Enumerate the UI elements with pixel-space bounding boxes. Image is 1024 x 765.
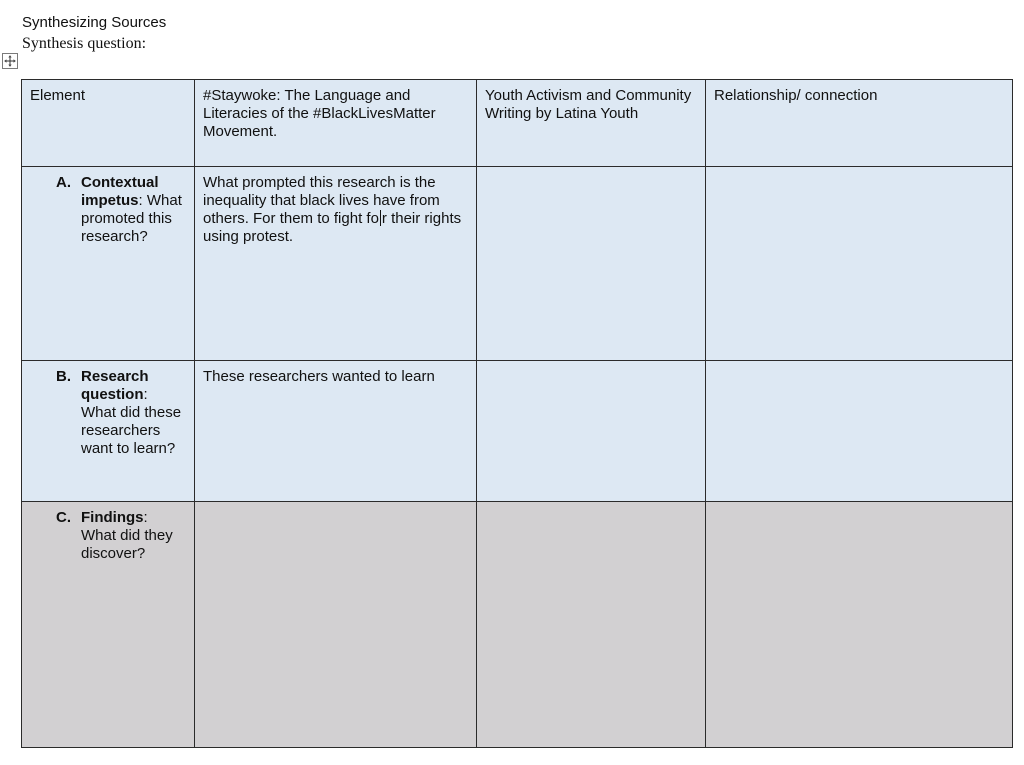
element-cell-b[interactable] — [22, 361, 195, 502]
element-term: Findings — [81, 509, 144, 526]
source-1-cell-a[interactable] — [195, 167, 477, 361]
header-source-1[interactable]: #Staywoke: The Language and Literacies of the #BlackLivesMatter Movement. — [195, 80, 477, 167]
header-element[interactable]: Element — [22, 80, 195, 167]
table-row-research-question — [22, 361, 1013, 502]
element-term: Research question — [81, 368, 149, 403]
element-prompt: : What did these researchers want to learn? — [81, 386, 182, 457]
header-source-2[interactable]: Youth Activism and Community Writing by Latina Youth — [477, 80, 706, 167]
synthesis-table — [21, 79, 1013, 748]
source-2-cell-b[interactable] — [477, 361, 706, 502]
element-letter: B. — [56, 368, 71, 385]
source-1-cell-b[interactable]: These researchers wanted to learn — [195, 361, 477, 502]
source-2-cell-a[interactable] — [477, 167, 706, 361]
table-header-row — [22, 80, 1013, 167]
cell-text-after-caret: r their rights using protest. — [203, 210, 462, 245]
source-1-cell-c[interactable] — [195, 502, 477, 748]
table-row-findings — [22, 502, 1013, 748]
element-letter: C. — [56, 509, 71, 526]
element-prompt: : What promoted this research? — [81, 192, 182, 245]
text-cursor — [380, 210, 381, 226]
element-cell-a[interactable] — [22, 167, 195, 361]
table-row-contextual-impetus — [22, 167, 1013, 361]
synthesis-question-label[interactable]: Synthesis question: — [22, 35, 147, 52]
table-move-handle[interactable] — [2, 53, 18, 69]
element-cell-c[interactable] — [22, 502, 195, 748]
element-term: Contextual impetus — [81, 174, 159, 209]
relationship-cell-c[interactable] — [706, 502, 1013, 748]
move-arrows-icon — [4, 55, 16, 67]
document-title: Synthesizing Sources — [22, 14, 167, 31]
relationship-cell-a[interactable] — [706, 167, 1013, 361]
relationship-cell-b[interactable] — [706, 361, 1013, 502]
header-relationship[interactable]: Relationship/ connection — [706, 80, 1013, 167]
source-2-cell-c[interactable] — [477, 502, 706, 748]
element-prompt: : What did they discover? — [81, 509, 173, 562]
cell-text-before-caret: What prompted this research is the inequality that black lives have from others. For them to fight fo — [203, 174, 440, 227]
element-letter: A. — [56, 174, 71, 191]
